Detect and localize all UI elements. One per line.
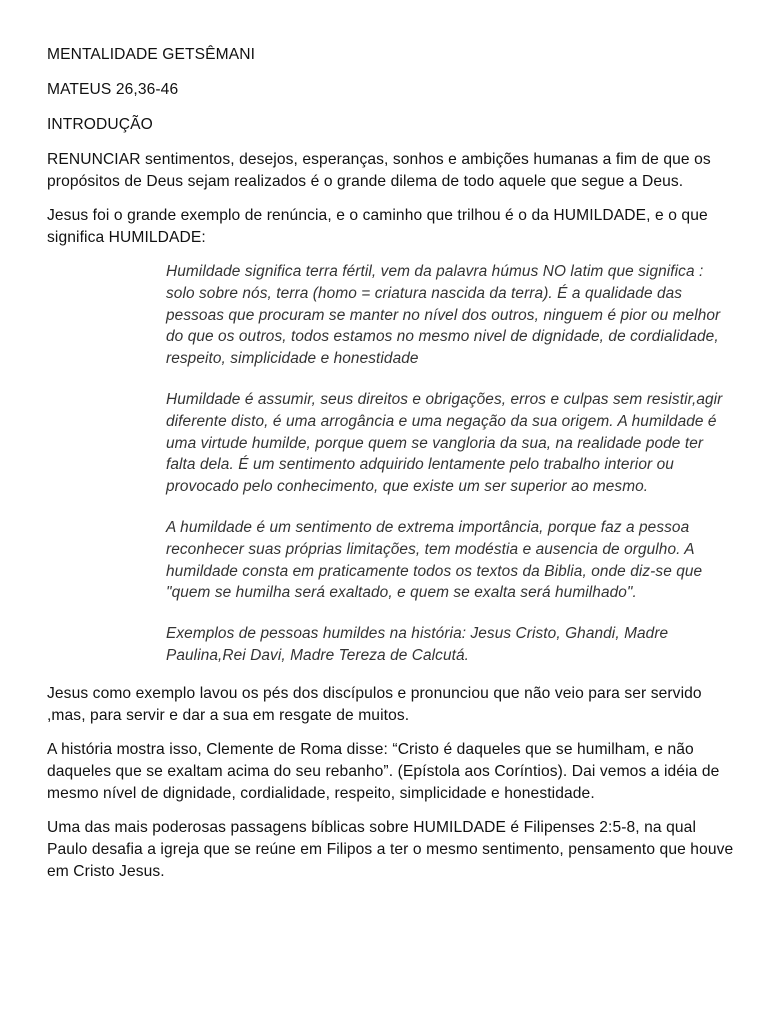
- document-title: MENTALIDADE GETSÊMANI: [47, 46, 256, 63]
- body-paragraph: Jesus como exemplo lavou os pés dos discípulos e pronunciou que não veio para ser servido ,mas, para servir e dar a sua em resgate de muitos.: [47, 684, 702, 724]
- document-page: [47, 44, 737, 895]
- quote-paragraph: A humildade é um sentimento de extrema importância, porque faz a pessoa reconhecer suas próprias limitações, tem modéstia e ausencia de orgulho. A humildade consta em praticamente todos os textos da Biblia, onde diz-se que "quem se humilha será exaltado, e quem se exalta será humilhado".: [166, 518, 703, 602]
- body-paragraph: A história mostra isso, Clemente de Roma disse: “Cristo é daqueles que se humilham, e não daqueles que se exaltam acima do seu rebanho”. (Epístola aos Coríntios). Dai vemos a idéia de mesmo nível de dignidade, cordialidade, respeito, simplicidade e honestidade.: [47, 740, 720, 802]
- quote-paragraph: Humildade significa terra fértil, vem da palavra húmus NO latim que significa : solo sobre nós, terra (homo = criatura nascida da terra). É a qualidade das pessoas que procuram se manter no nível dos outros, ninguem é pior ou melhor do que os outros, todos estamos no mesmo nivel de dignidade, de cordialidade, respeito, simplicidade e honestidade: [166, 263, 721, 368]
- section-heading: INTRODUÇÃO: [47, 116, 153, 133]
- quote-paragraph: Exemplos de pessoas humildes na história: Jesus Cristo, Ghandi, Madre Paulina,Rei Davi, Madre Tereza de Calcutá.: [166, 625, 669, 664]
- bible-reference: MATEUS 26,36-46: [47, 81, 179, 98]
- quote-paragraph: Humildade é assumir, seus direitos e obrigações, erros e culpas sem resistir,agir diferente disto, é uma arrogância e uma negação da sua origem. A humildade é uma virtude humilde, porque quem se vangloria da sua, na realidade pode ter falta dela. É um sentimento adquirido lentamente pelo trabalho interior ou provocado pelo conhecimento, que existe um ser superior ao mesmo.: [166, 390, 723, 496]
- body-paragraph: Uma das mais poderosas passagens bíblicas sobre HUMILDADE é Filipenses 2:5-8, na qual Paulo desafia a igreja que se reúne em Filipos a ter o mesmo sentimento, pensamento que houve em Cristo Jesus.: [47, 818, 734, 880]
- intro-paragraph: Jesus foi o grande exemplo de renúncia, e o caminho que trilhou é o da HUMILDADE, e o que significa HUMILDADE:: [47, 207, 708, 246]
- intro-paragraph: RENUNCIAR sentimentos, desejos, esperanças, sonhos e ambições humanas a fim de que os propósitos de Deus sejam realizados é o grande dilema de todo aquele que segue a Deus.: [47, 151, 711, 190]
